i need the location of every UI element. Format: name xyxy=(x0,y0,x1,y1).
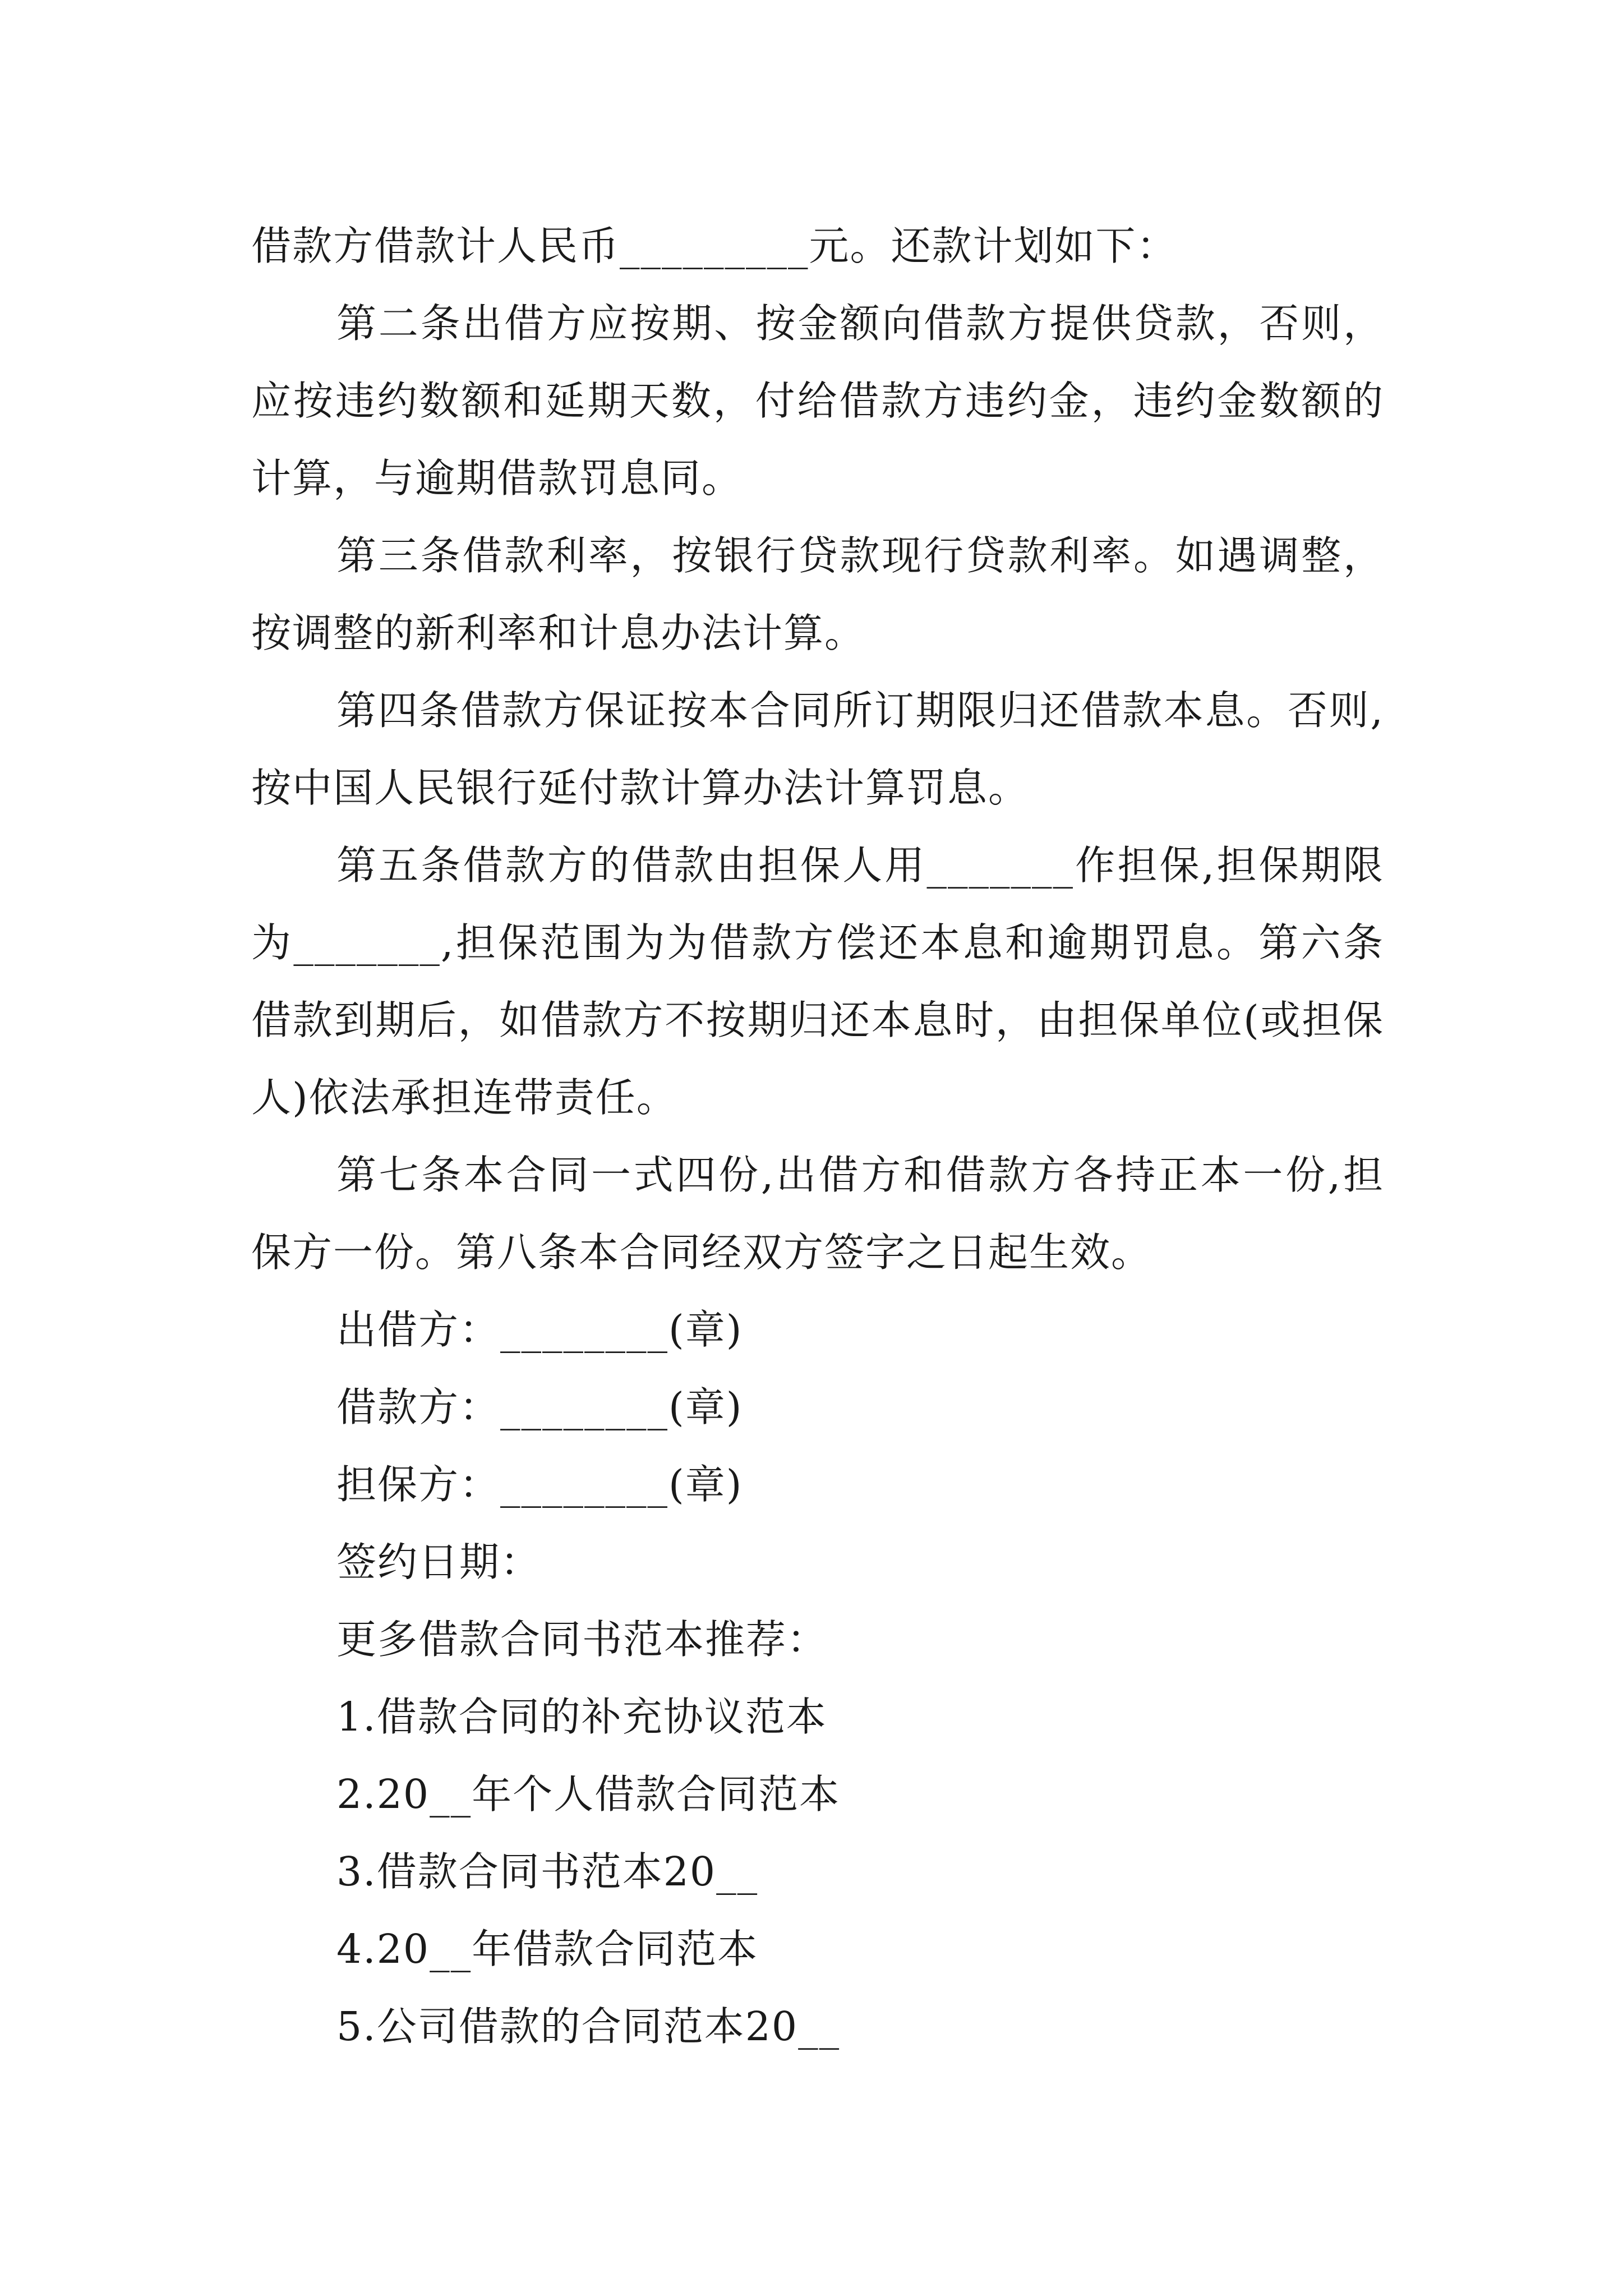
recommend-item-5[interactable]: 5.公司借款的合同范本20__ xyxy=(336,2003,841,2050)
recommend-item-1[interactable]: 1.借款合同的补充协议范本 xyxy=(336,1694,827,1740)
signature-date: 签约日期： xyxy=(336,1539,542,1585)
recommend-item-3[interactable]: 3.借款合同书范本20__ xyxy=(336,1848,759,1895)
paragraph-article-5-6: 第五条借款方的借款由担保人用_______作担保,担保期限为_______,担保范围为为借款方偿还本息和逾期罚息。第六条借款到期后，如借款方不按期归还本息时，由担保单位(或担保人)依法承担连带责任。 xyxy=(251,842,1384,1121)
recommend-item-2[interactable]: 2.20__年个人借款合同范本 xyxy=(336,1771,841,1818)
signature-lender: 出借方：________(章) xyxy=(336,1306,743,1353)
document-body xyxy=(251,208,1384,2065)
paragraph-article-3: 第三条借款利率，按银行贷款现行贷款利率。如遇调整，按调整的新利率和计息办法计算。 xyxy=(251,532,1384,656)
recommend-item-4[interactable]: 4.20__年借款合同范本 xyxy=(336,1926,759,1972)
signature-guarantor: 担保方：________(章) xyxy=(336,1461,743,1508)
signature-borrower: 借款方：________(章) xyxy=(336,1384,743,1430)
paragraph-loan-amount: 借款方借款计人民币_________元。还款计划如下： xyxy=(251,223,1178,269)
paragraph-article-2: 第二条出借方应按期、按金额向借款方提供贷款，否则，应按违约数额和延期天数，付给借款方违约金，违约金数额的计算，与逾期借款罚息同。 xyxy=(251,300,1384,501)
recommend-heading: 更多借款合同书范本推荐： xyxy=(336,1616,828,1663)
paragraph-article-7-8: 第七条本合同一式四份,出借方和借款方各持正本一份,担保方一份。第八条本合同经双方签字之日起生效。 xyxy=(251,1152,1384,1276)
paragraph-article-4: 第四条借款方保证按本合同所订期限归还借款本息。否则,按中国人民银行延付款计算办法计算罚息。 xyxy=(251,687,1384,811)
